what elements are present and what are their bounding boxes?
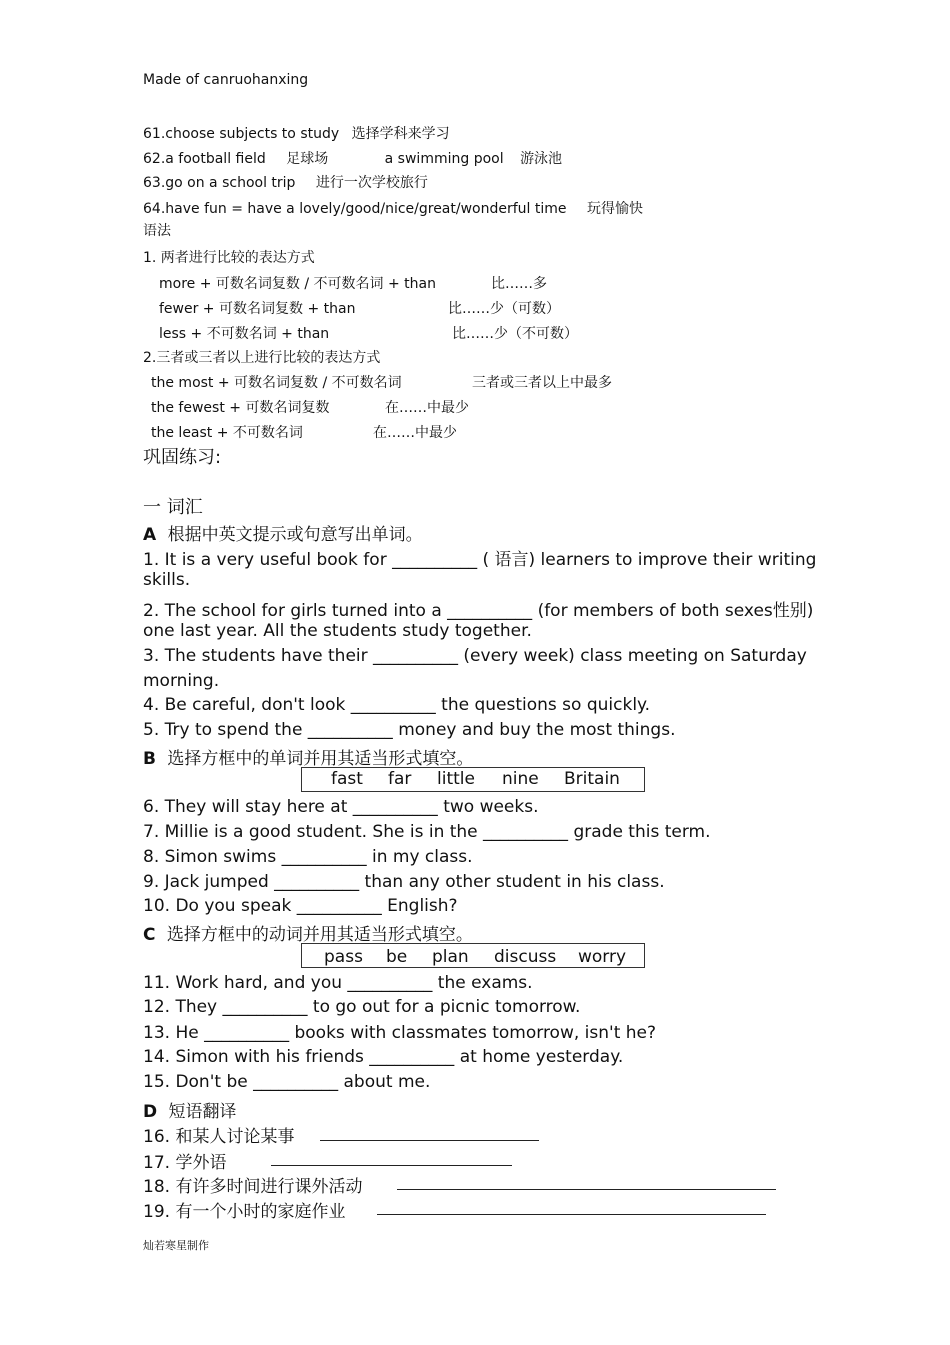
item-1-line1: 1. It is a very useful book for __________ ( 语言) learners to improve their writing bbox=[143, 550, 817, 570]
answer-line bbox=[397, 1189, 776, 1190]
grammar-h2: 2.三者或三者以上进行比较的表达方式 bbox=[143, 350, 381, 366]
item-17: 17. 学外语 bbox=[143, 1153, 227, 1173]
grammar-three-2-a: the fewest + 可数名词复数 bbox=[151, 400, 330, 416]
vocab-63 bbox=[143, 172, 428, 192]
item-11: 11. Work hard, and you __________ the exams. bbox=[143, 973, 533, 993]
section-c-title: 选择方框中的动词并用其适当形式填空。 bbox=[166, 925, 473, 945]
word-box-b-word: little bbox=[437, 769, 475, 789]
word-box-b-word: Britain bbox=[564, 769, 620, 789]
vocab-64-en: 64.have fun = have a lovely/good/nice/great/wonderful time bbox=[143, 201, 567, 217]
answer-line bbox=[271, 1165, 512, 1166]
vocab-62-zh: 足球场 bbox=[286, 151, 329, 167]
section-a-letter: A bbox=[143, 525, 157, 545]
section-d-heading bbox=[143, 1097, 237, 1122]
vocab-61-zh: 选择学科来学习 bbox=[351, 126, 450, 142]
item-1-line2: skills. bbox=[143, 570, 191, 590]
item-5: 5. Try to spend the __________ money and buy the most things. bbox=[143, 720, 676, 740]
item-10: 10. Do you speak __________ English? bbox=[143, 896, 458, 916]
grammar-three-3-a: the least + 不可数名词 bbox=[151, 425, 303, 441]
vocab-61 bbox=[143, 123, 450, 143]
item-2-line1: 2. The school for girls turned into a __________ (for members of both sexes性别) bbox=[143, 601, 814, 621]
item-6: 6. They will stay here at __________ two weeks. bbox=[143, 797, 539, 817]
grammar-two-3-b: 比……少（不可数） bbox=[452, 326, 578, 342]
vocab-64-zh: 玩得愉快 bbox=[586, 201, 643, 217]
grammar-title: 语法 bbox=[143, 223, 171, 239]
vocab-64 bbox=[143, 198, 643, 218]
word-box-c-word: discuss bbox=[494, 947, 557, 967]
item-9: 9. Jack jumped __________ than any other student in his class. bbox=[143, 872, 665, 892]
section-d-title: 短语翻译 bbox=[168, 1102, 237, 1122]
practice-title: 巩固练习: bbox=[143, 447, 222, 468]
word-box-c bbox=[301, 943, 645, 968]
item-2-line2: one last year. All the students study together. bbox=[143, 621, 532, 641]
part1-title: 一 词汇 bbox=[143, 497, 203, 518]
grammar-two-2-b: 比……少（可数） bbox=[448, 301, 560, 317]
word-box-b-word: nine bbox=[502, 769, 539, 789]
page-footer: 灿若寒星制作 bbox=[143, 1239, 209, 1252]
word-box-c-word: worry bbox=[578, 947, 627, 967]
grammar-two-1-a: more + 可数名词复数 / 不可数名词 + than bbox=[159, 276, 436, 292]
item-16: 16. 和某人讨论某事 bbox=[143, 1127, 295, 1147]
item-7: 7. Millie is a good student. She is in the __________ grade this term. bbox=[143, 822, 711, 842]
page-header: Made of canruohanxing bbox=[143, 72, 309, 88]
answer-line bbox=[377, 1214, 766, 1215]
vocab-62-zh2: 游泳池 bbox=[520, 151, 563, 167]
vocab-63-en: 63.go on a school trip bbox=[143, 175, 296, 191]
vocab-63-zh: 进行一次学校旅行 bbox=[315, 175, 428, 191]
item-18: 18. 有许多时间进行课外活动 bbox=[143, 1177, 363, 1197]
grammar-two-1-b: 比……多 bbox=[491, 276, 547, 292]
item-8: 8. Simon swims __________ in my class. bbox=[143, 847, 473, 867]
item-14: 14. Simon with his friends __________ at home yesterday. bbox=[143, 1047, 624, 1067]
answer-line bbox=[320, 1140, 539, 1141]
grammar-three-1-b: 三者或三者以上中最多 bbox=[472, 375, 612, 391]
item-3-line1: 3. The students have their __________ (every week) class meeting on Saturday bbox=[143, 646, 807, 666]
grammar-three-1-a: the most + 可数名词复数 / 不可数名词 bbox=[151, 375, 402, 391]
item-15: 15. Don't be __________ about me. bbox=[143, 1072, 431, 1092]
vocab-61-en: 61.choose subjects to study bbox=[143, 126, 340, 142]
word-box-b-word: far bbox=[388, 769, 412, 789]
grammar-three-3-b: 在……中最少 bbox=[373, 425, 457, 441]
item-19: 19. 有一个小时的家庭作业 bbox=[143, 1202, 346, 1222]
item-4: 4. Be careful, don't look __________ the questions so quickly. bbox=[143, 695, 651, 715]
vocab-62 bbox=[143, 148, 562, 168]
grammar-two-3-a: less + 不可数名词 + than bbox=[159, 326, 330, 342]
vocab-62-en2: a swimming pool bbox=[384, 151, 504, 167]
vocab-62-en: 62.a football field bbox=[143, 151, 266, 167]
item-12: 12. They __________ to go out for a picnic tomorrow. bbox=[143, 997, 581, 1017]
grammar-h1: 1. 两者进行比较的表达方式 bbox=[143, 250, 315, 266]
section-b-heading bbox=[143, 744, 473, 769]
item-13: 13. He __________ books with classmates tomorrow, isn't he? bbox=[143, 1023, 657, 1043]
word-box-c-word: plan bbox=[432, 947, 469, 967]
section-c-letter: C bbox=[143, 925, 156, 945]
word-box-b-word: fast bbox=[331, 769, 363, 789]
section-a-title: 根据中英文提示或句意写出单词。 bbox=[167, 525, 423, 545]
section-b-title: 选择方框中的单词并用其适当形式填空。 bbox=[167, 749, 474, 769]
section-b-letter: B bbox=[143, 749, 156, 769]
section-c-heading bbox=[143, 920, 473, 945]
word-box-b bbox=[301, 767, 645, 792]
word-box-c-word: pass bbox=[324, 947, 363, 967]
word-box-c-word: be bbox=[386, 947, 408, 967]
grammar-three-2-b: 在……中最少 bbox=[385, 400, 469, 416]
section-d-letter: D bbox=[143, 1102, 158, 1122]
grammar-two-2-a: fewer + 可数名词复数 + than bbox=[159, 301, 356, 317]
item-3-line2: morning. bbox=[143, 671, 220, 691]
section-a-heading bbox=[143, 520, 423, 545]
